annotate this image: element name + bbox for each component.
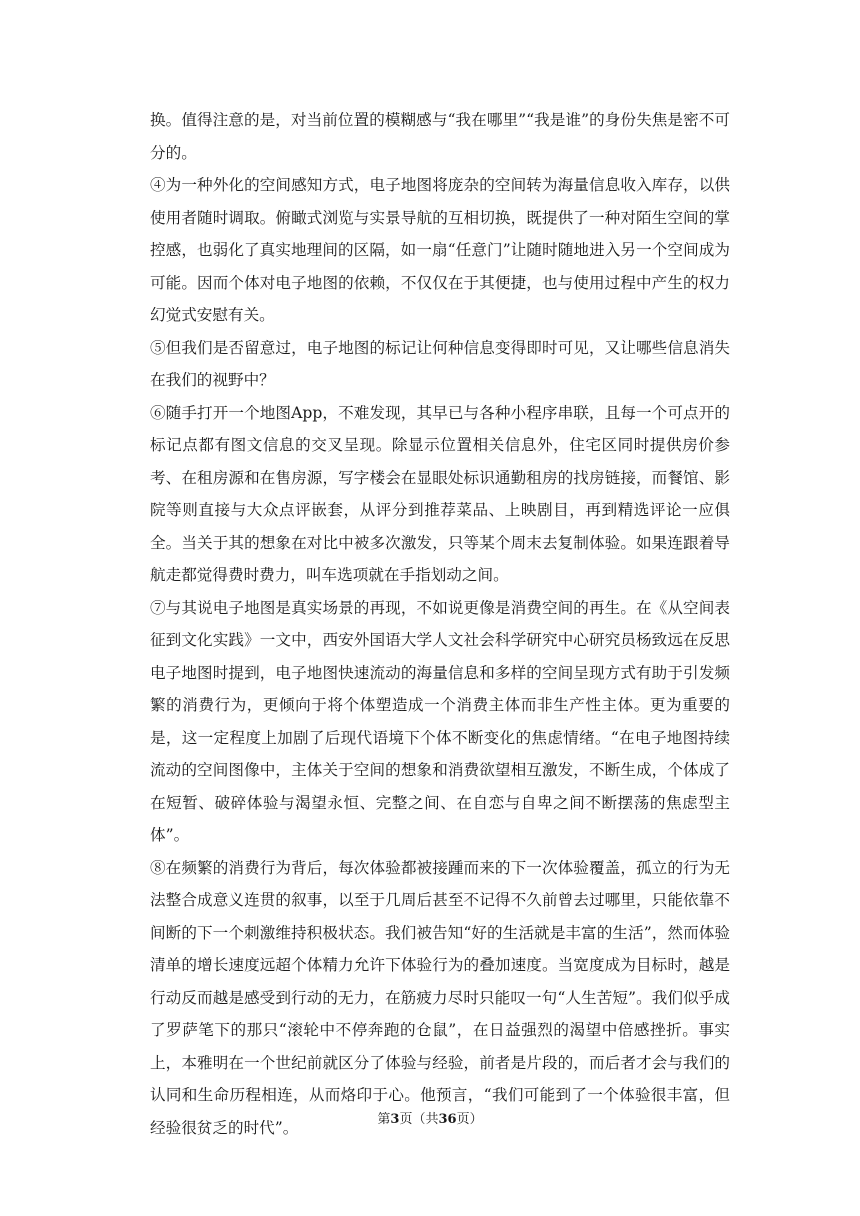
- footer-page-number: 3: [390, 1112, 400, 1127]
- footer-middle: 页（共: [399, 1112, 439, 1127]
- paragraph-8: ⑧在频繁的消费行为背后，每次体验都被接踵而来的下一次体验覆盖，孤立的行为无法整合成意义连贯的叙事，以至于几周后甚至不记得不久前曾去过哪里，只能依靠不间断的下一个刺激维持积极状态。我们被告知“好的生活就是丰富的生活”，然而体验清单的增长速度远超个体精力允许下体验行为的叠加速度。当宽度成为目标时，越是行动反而越是感受到行动的无力，在筋疲力尽时只能叹一句“人生苦短”。我们似乎成了罗萨笔下的那只“滚轮中不停奔跑的仓鼠”，在日益强烈的渴望中倍感挫折。事实上，本雅明在一个世纪前就区分了体验与经验，前者是片段的，而后者才会与我们的认同和生命历程相连，从而烙印于心。他预言，“我们可能到了一个体验很丰富，但经验很贫乏的时代”。: [150, 858, 730, 1137]
- footer-total-pages: 36: [438, 1112, 457, 1127]
- footer-suffix: 页）: [456, 1112, 483, 1127]
- page-footer: [0, 1111, 860, 1129]
- paragraph-continuation: 换。值得注意的是，对当前位置的模糊感与“我在哪里”“我是谁”的身份失焦是密不可分的。: [150, 111, 730, 162]
- paragraph-4: ④为一种外化的空间感知方式，电子地图将庞杂的空间转为海量信息收入库存，以供使用者随时调取。俯瞰式浏览与实景导航的互相切换，既提供了一种对陌生空间的掌控感，也弱化了真实地理间的区隔，如一扇“任意门”让随时随地进入另一个空间成为可能。因而个体对电子地图的依赖，不仅仅在于其便捷，也与使用过程中产生的权力幻觉式安慰有关。: [150, 176, 730, 324]
- paragraph-5: ⑤但我们是否留意过，电子地图的标记让何种信息变得即时可见，又让哪些信息消失在我们的视野中？: [150, 338, 730, 389]
- paragraph-7: ⑦与其说电子地图是真实场景的再现，不如说更像是消费空间的再生。在《从空间表征到文化实践》一文中，西安外国语大学人文社会科学研究中心研究员杨致远在反思电子地图时提到，电子地图快速流动的海量信息和多样的空间呈现方式有助于引发频繁的消费行为，更倾向于将个体塑造成一个消费主体而非生产性主体。更为重要的是，这一定程度上加剧了后现代语境下个体不断变化的焦虑情绪。“在电子地图持续流动的空间图像中，主体关于空间的想象和消费欲望相互激发，不断生成，个体成了在短暂、破碎体验与渴望永恒、完整之间、在自恋与自卑之间不断摆荡的焦虑型主体”。: [150, 598, 730, 844]
- article-body: [150, 104, 730, 1144]
- footer-prefix: 第: [377, 1112, 391, 1127]
- paragraph-6: ⑥随手打开一个地图App，不难发现，其早已与各种小程序串联，且每一个可点开的标记点都有图文信息的交叉呈现。除显示位置相关信息外，住宅区同时提供房价参考、在租房源和在售房源，写字楼会在显眼处标识通勤租房的找房链接，而餐馆、影院等则直接与大众点评嵌套，从评分到推荐菜品、上映剧目，再到精选评论一应俱全。当关于其的想象在对比中被多次激发，只等某个周末去复制体验。如果连跟着导航走都觉得费时费力，叫车选项就在手指划动之间。: [150, 403, 730, 584]
